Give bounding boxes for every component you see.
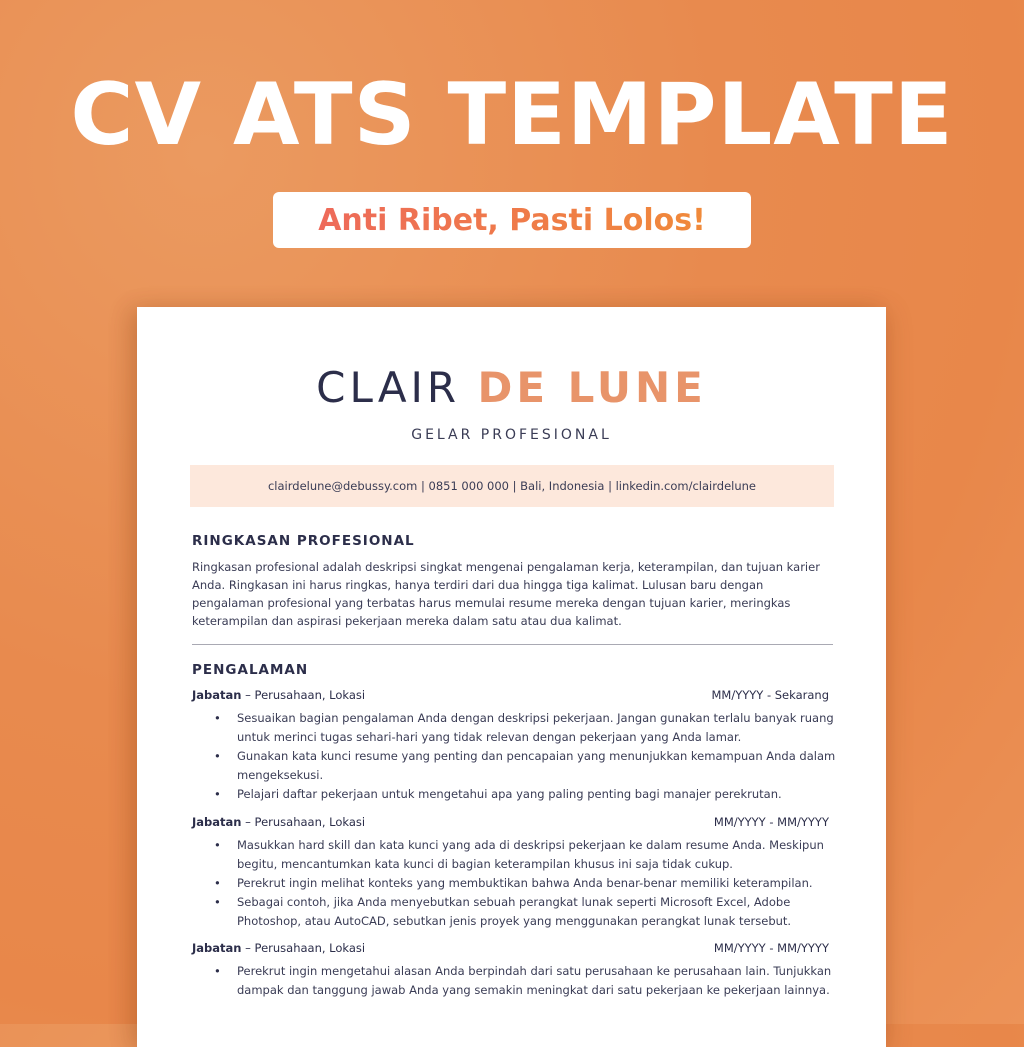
contact-text: clairdelune@debussy.com | 0851 000 000 | Bali, Indonesia | linkedin.com/clairdelune bbox=[267, 479, 756, 493]
job-header-2 bbox=[192, 815, 829, 829]
banner-title: CV ATS TEMPLATE bbox=[70, 65, 954, 165]
list-item: • Pelajari daftar pekerjaan untuk mengetahui apa yang paling penting bagi manajer perekrutan. bbox=[237, 785, 837, 804]
experience-heading: PENGALAMAN bbox=[192, 662, 309, 678]
tagline: Anti Ribet, Pasti Lolos! bbox=[318, 202, 706, 238]
job-bullets-3 bbox=[237, 962, 837, 1000]
name-last: DE LUNE bbox=[477, 363, 707, 412]
section-divider bbox=[192, 644, 833, 645]
job-dates: MM/YYYY - MM/YYYY bbox=[713, 815, 829, 829]
job-title: Jabatan bbox=[192, 815, 242, 829]
job-bullets-2 bbox=[237, 836, 837, 931]
job-header-1 bbox=[192, 688, 829, 702]
job-bullets-1 bbox=[237, 709, 837, 804]
list-item: • Perekrut ingin melihat konteks yang membuktikan bahwa Anda benar-benar memiliki keterampilan. bbox=[237, 874, 837, 893]
list-item: • Sebagai contoh, jika Anda menyebutkan sebuah perangkat lunak seperti Microsoft Excel, Adobe Photoshop, atau AutoCAD, sebutkan jenis proyek yang menggunakan perangkat lunak tersebut. bbox=[237, 893, 837, 931]
list-item: • Masukkan hard skill dan kata kunci yang ada di deskripsi pekerjaan ke dalam resume Anda. Meskipun begitu, mencantumkan kata kunci di bagian keterampilan khusus ini saja tidak cukup. bbox=[237, 836, 837, 874]
summary-heading: RINGKASAN PROFESIONAL bbox=[192, 533, 415, 549]
job-role-company bbox=[192, 815, 365, 829]
list-item: • Perekrut ingin mengetahui alasan Anda berpindah dari satu perusahaan ke perusahaan lain. Tunjukkan dampak dan tanggung jawab Anda yang semakin meningkat dari satu pekerjaan ke pekerjaan lainnya. bbox=[237, 962, 837, 1000]
job-role-company bbox=[192, 688, 365, 702]
resume-page bbox=[137, 307, 886, 1047]
summary-text: Ringkasan profesional adalah deskripsi singkat mengenai pengalaman kerja, keterampilan, dan tujuan karier Anda. Ringkasan ini harus ringkas, hanya terdiri dari dua hingga tiga kalimat. Lulusan baru dengan pengalaman profesional yang terbatas harus memulai resume mereka dengan tujuan karier, meringkas keterampilan dan aspirasi pekerjaan mereka dalam satu atau dua kalimat. bbox=[192, 560, 820, 628]
resume-name bbox=[137, 363, 886, 412]
tagline-box bbox=[273, 192, 751, 248]
job-role-company bbox=[192, 941, 365, 955]
name-first: CLAIR bbox=[316, 363, 461, 412]
job-title: Jabatan bbox=[192, 688, 242, 702]
job-title: Jabatan bbox=[192, 941, 242, 955]
resume-subtitle: GELAR PROFESIONAL bbox=[411, 427, 612, 443]
job-dates: MM/YYYY - MM/YYYY bbox=[713, 941, 829, 955]
job-dates: MM/YYYY - Sekarang bbox=[711, 688, 829, 702]
job-header-3 bbox=[192, 941, 829, 955]
contact-bar bbox=[190, 465, 834, 507]
list-item: • Sesuaikan bagian pengalaman Anda dengan deskripsi pekerjaan. Jangan gunakan terlalu banyak ruang untuk merinci tugas sehari-hari yang tidak relevan dengan pekerjaan yang Anda lamar. bbox=[237, 709, 837, 747]
job-company: Perusahaan, Lokasi bbox=[254, 815, 366, 829]
job-company: Perusahaan, Lokasi bbox=[254, 941, 366, 955]
job-separator: – bbox=[241, 688, 255, 702]
job-company: Perusahaan, Lokasi bbox=[254, 688, 366, 702]
job-separator: – bbox=[241, 815, 255, 829]
job-separator: – bbox=[241, 941, 255, 955]
list-item: • Gunakan kata kunci resume yang penting dan pencapaian yang menunjukkan kemampuan Anda dalam mengeksekusi. bbox=[237, 747, 837, 785]
